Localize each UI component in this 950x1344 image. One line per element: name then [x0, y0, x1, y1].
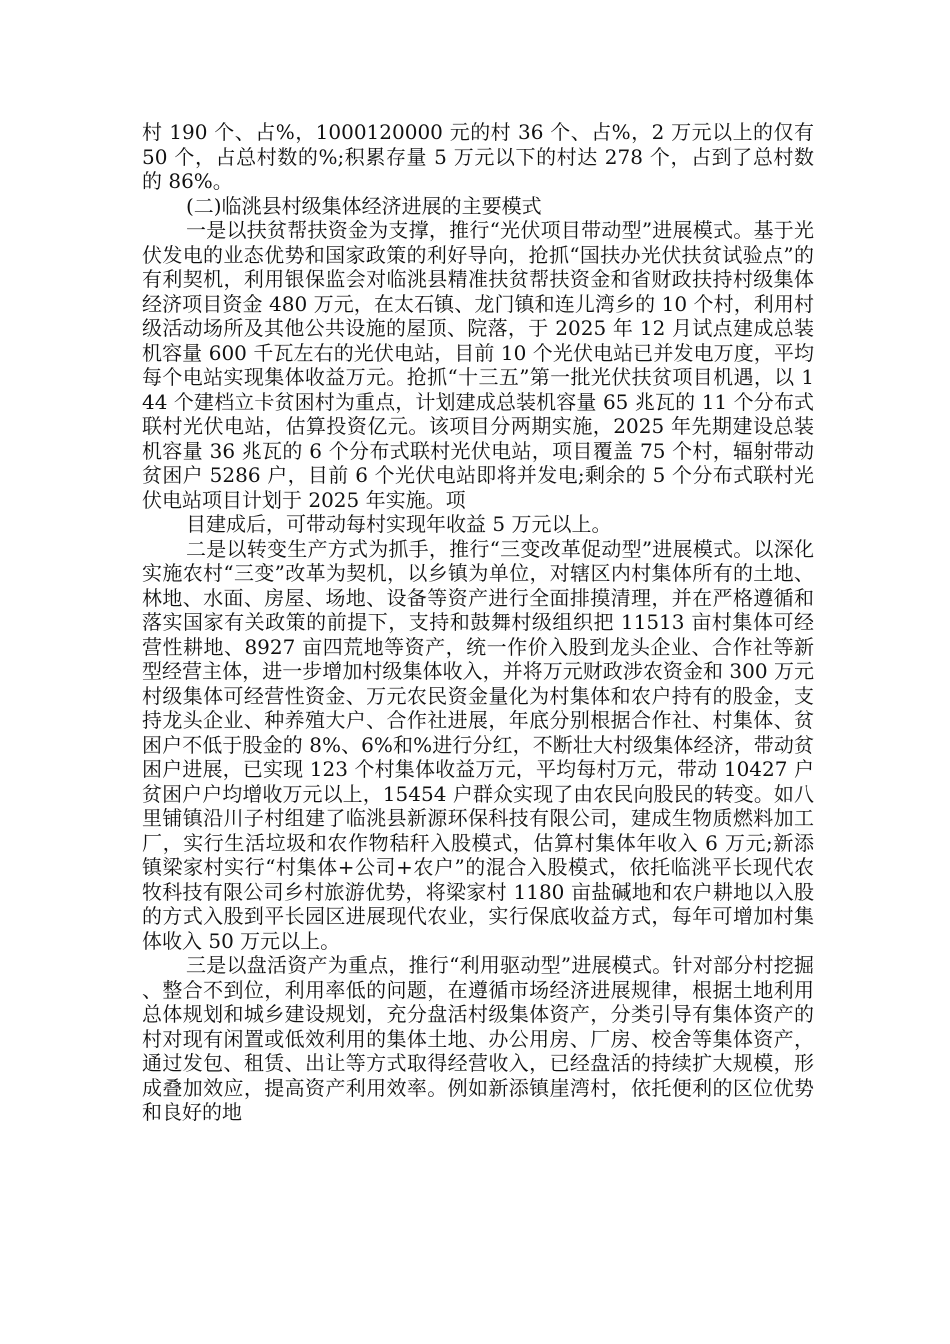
paragraph-continuation: 村 190 个、占%，1000120000 元的村 36 个、占%，2 万元以上的仅有 50 个，占总村数的%;积累存量 5 万元以下的村达 278 个，占到了总村数的 86%。 [142, 120, 814, 193]
paragraph-photovoltaic-model: 一是以扶贫帮扶资金为支撑，推行“光伏项目带动型”进展模式。基于光伏发电的业态优势和国家政策的利好导向，抢抓“国扶办光伏扶贫试验点”的有利契机，利用银保监会对临洮县精准扶贫帮扶资金和省财政扶持村级集体经济项目资金 480 万元，在太石镇、龙门镇和连儿湾乡的 10 个村，利用村级活动场所及其他公共设施的屋顶、院落，于 2025 年 12 月试点建成总装机容量 600 千瓦左右的光伏电站，目前 10 个光伏电站已并发电万度，平均每个电站实现集体收益万元。抢抓“十三五”第一批光伏扶贫项目机遇，以 144 个建档立卡贫困村为重点，计划建成总装机容量 65 兆瓦的 11 个分布式联村光伏电站，估算投资亿元。该项目分两期实施，2025 年先期建设总装机容量 36 兆瓦的 6 个分布式联村光伏电站，项目覆盖 75 个村，辐射带动贫困户 5286 户，目前 6 个光伏电站即将并发电;剩余的 5 个分布式联村光伏电站项目计划于 2025 年实施。项 [142, 218, 814, 512]
section-heading: (二)临洮县村级集体经济进展的主要模式 [186, 193, 542, 218]
paragraph-asset-utilization-model: 三是以盘活资产为重点，推行“利用驱动型”进展模式。针对部分村挖掘、整合不到位，利用率低的问题，在遵循市场经济进展规律，根据土地利用总体规划和城乡建设规划，充分盘活村级集体资产，分类引导有集体资产的村对现有闲置或低效利用的集体土地、办公用房、厂房、校舍等集体资产，通过发包、租赁、出让等方式取得经营收入，已经盘活的持续扩大规模，形成叠加效应，提高资产利用效率。例如新添镇崖湾村，依托便利的区位优势和良好的地 [142, 953, 814, 1124]
document-body [142, 120, 814, 1125]
paragraph-three-changes-model: 二是以转变生产方式为抓手，推行“三变改革促动型”进展模式。以深化实施农村“三变”改革为契机，以乡镇为单位，对辖区内村集体所有的土地、林地、水面、房屋、场地、设备等资产进行全面排摸清理，并在严格遵循和落实国家有关政策的前提下，支持和鼓舞村级组织把 11513 亩村集体可经营性耕地、8927 亩四荒地等资产，统一作价入股到龙头企业、合作社等新型经营主体，进一步增加村级集体收入，并将万元财政涉农资金和 300 万元村级集体可经营性资金、万元农民资金量化为村集体和农户持有的股金，支持龙头企业、种养殖大户、合作社进展，年底分别根据合作社、村集体、贫困户不低于股金的 8%、6%和%进行分红，不断壮大村级集体经济，带动贫困户进展，已实现 123 个村集体收益万元，平均每村万元，带动 10427 户贫困户户均增收万元以上，15454 户群众实现了由农民向股民的转变。如八里铺镇沿川子村组建了临洮县新源环保科技有限公司，建成生物质燃料加工厂，实行生活垃圾和农作物秸秆入股模式，估算村集体年收入 6 万元;新添镇梁家村实行“村集体+公司+农户”的混合入股模式，依托临洮平长现代农牧科技有限公司乡村旅游优势，将梁家村 1180 亩盐碱地和农户耕地以入股的方式入股到平长园区进展现代农业，实行保底收益方式，每年可增加村集体收入 50 万元以上。 [142, 536, 814, 953]
paragraph-photovoltaic-tail: 目建成后，可带动每村实现年收益 5 万元以上。 [186, 512, 612, 536]
